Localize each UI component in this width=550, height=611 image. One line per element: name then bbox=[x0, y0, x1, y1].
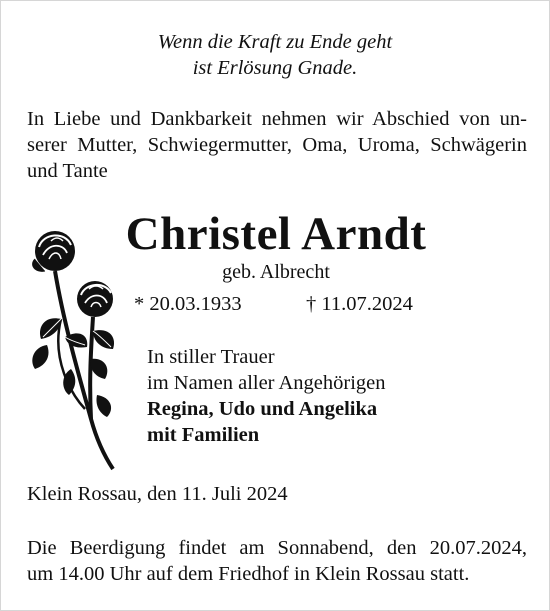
mourning-line-1: In stiller Trauer bbox=[147, 346, 275, 368]
birth-name: geb. Albrecht bbox=[222, 261, 330, 283]
mourning-line-2: im Namen aller Angehörigen bbox=[147, 372, 386, 394]
intro-text bbox=[27, 106, 527, 184]
intro-line-3: und Tante bbox=[27, 160, 108, 182]
motto-line-2: ist Erlösung Gnade. bbox=[192, 57, 358, 79]
funeral-info bbox=[27, 535, 527, 587]
mourners-block bbox=[147, 344, 386, 448]
birth-date: * 20.03.1933 bbox=[134, 293, 242, 315]
funeral-line-2: um 14.00 Uhr auf dem Friedhof in Klein Rossau statt. bbox=[27, 563, 470, 585]
funeral-line-1: Die Beerdigung findet am Sonnabend, den 20.07.2024, bbox=[27, 537, 527, 559]
intro-line-2: serer Mutter, Schwiegermutter, Oma, Uroma, Schwägerin bbox=[27, 134, 527, 156]
death-date: † 11.07.2024 bbox=[306, 293, 413, 315]
motto-line-1: Wenn die Kraft zu Ende geht bbox=[157, 31, 393, 53]
mourners-names: Regina, Udo und Angelika bbox=[147, 398, 378, 420]
motto-quote bbox=[1, 29, 549, 81]
mourners-families: mit Familien bbox=[147, 424, 260, 446]
place-date: Klein Rossau, den 11. Juli 2024 bbox=[27, 483, 288, 505]
intro-line-1: In Liebe und Dankbarkeit nehmen wir Abschied von un- bbox=[27, 108, 527, 130]
deceased-name: Christel Arndt bbox=[125, 208, 427, 260]
